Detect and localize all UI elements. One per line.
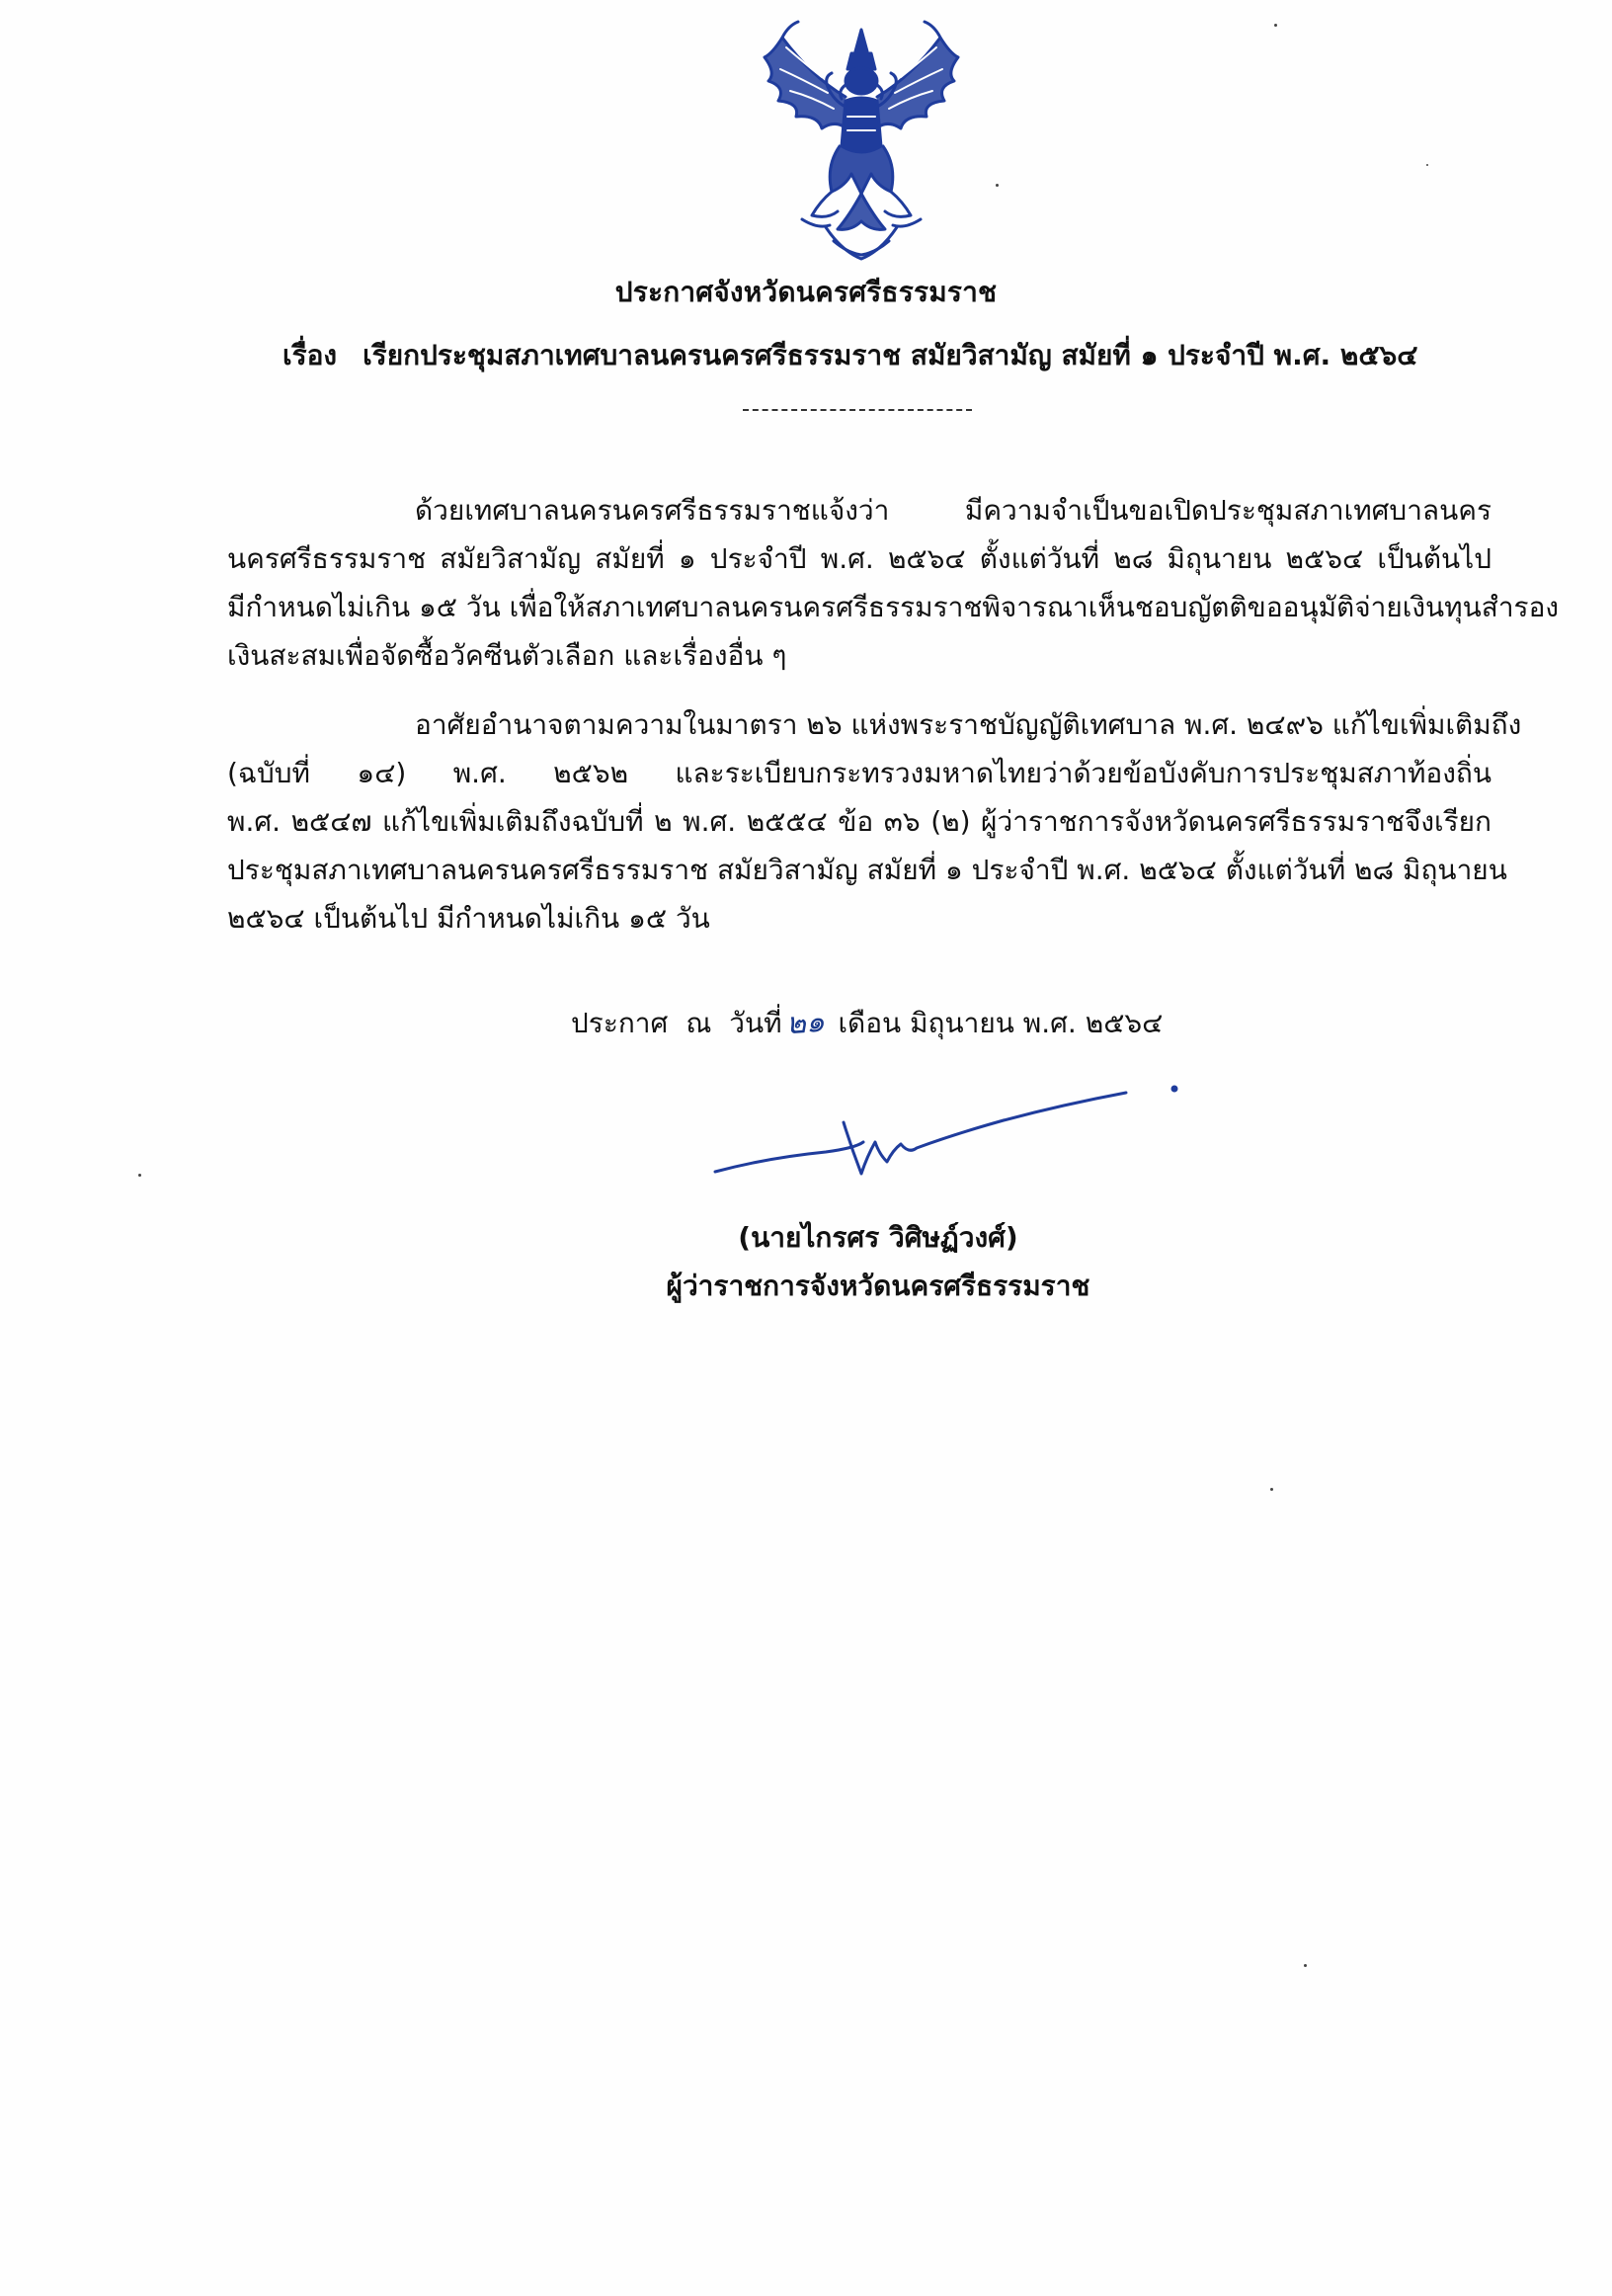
date-prefix: ประกาศ (571, 1007, 669, 1039)
date-at: ณ (685, 1007, 712, 1039)
scan-speck (138, 1174, 141, 1177)
subject-text: เรียกประชุมสภาเทศบาลนครนครศรีธรรมราช สมัยวิสามัญ สมัยที่ ๑ ประจำปี พ.ศ. ๒๕๖๔ (363, 339, 1418, 371)
body-paragraph-1 (227, 486, 1560, 680)
paragraph-line: อาศัยอำนาจตามความในมาตรา ๒๖ แห่งพระราชบัญญัติเทศบาล พ.ศ. ๒๔๙๖ แก้ไขเพิ่มเติมถึง (415, 708, 1522, 741)
paragraph-line: (ฉบับที่ ๑๔) พ.ศ. ๒๕๖๒ และระเบียบกระทรวงมหาดไทยว่าด้วยข้อบังคับการประชุมสภาท้องถิ่น (227, 757, 1491, 789)
garuda-emblem-icon (743, 18, 980, 265)
scan-speck (1304, 1964, 1307, 1967)
signer-title: ผู้ว่าราชการจังหวัดนครศรีธรรมราช (666, 1270, 1090, 1302)
announcement-title: ประกาศจังหวัดนครศรีธรรมราช (614, 276, 998, 308)
paragraph-line: มีกำหนดไม่เกิน ๑๕ วัน เพื่อให้สภาเทศบาลนครนครศรีธรรมราชพิจารณาเห็นชอบญัตติขออนุมัติจ่ายเงินทุนสำรอง (227, 591, 1560, 623)
paragraph-line: ประชุมสภาเทศบาลนครนครศรีธรรมราช สมัยวิสามัญ สมัยที่ ๑ ประจำปี พ.ศ. ๒๕๖๔ ตั้งแต่วันที่ ๒๘ มิถุนายน (227, 854, 1507, 886)
paragraph-line: พ.ศ. ๒๕๔๗ แก้ไขเพิ่มเติมถึงฉบับที่ ๒ พ.ศ. ๒๕๕๔ ข้อ ๓๖ (๒) ผู้ว่าราชการจังหวัดนครศรีธรรมราชจึงเรียก (227, 805, 1491, 838)
scan-speck (1270, 1488, 1273, 1491)
subject-label: เรื่อง (282, 339, 338, 371)
signer-name: (นายไกรศร วิศิษฏ์วงศ์) (738, 1221, 1018, 1254)
title-divider (743, 409, 972, 411)
handwritten-signature (707, 1079, 1181, 1197)
date-day-handwritten: ๒๑ (784, 1004, 826, 1042)
scan-speck (1274, 24, 1277, 27)
subject-line (282, 334, 1468, 377)
date-month-label: เดือน (838, 1007, 902, 1039)
paragraph-line: ๒๕๖๔ เป็นต้นไป มีกำหนดไม่เกิน ๑๕ วัน (227, 902, 710, 935)
paragraph-line: นครศรีธรรมราช สมัยวิสามัญ สมัยที่ ๑ ประจำปี พ.ศ. ๒๕๖๔ ตั้งแต่วันที่ ๒๘ มิถุนายน ๒๕๖๔ เป็นต้นไป (227, 542, 1491, 575)
announcement-date (571, 1000, 1163, 1046)
scan-speck (1426, 164, 1428, 166)
paragraph-line: เงินสะสมเพื่อจัดซื้อวัคซีนตัวเลือก และเรื่องอื่น ๆ (227, 639, 787, 672)
date-month-year: มิถุนายน พ.ศ. ๒๕๖๔ (910, 1007, 1164, 1039)
scan-speck (996, 184, 999, 187)
body-paragraph-2 (227, 700, 1522, 943)
date-day-label: วันที่ (729, 1007, 782, 1039)
paragraph-line: ด้วยเทศบาลนครนครศรีธรรมราชแจ้งว่า มีความจำเป็นขอเปิดประชุมสภาเทศบาลนคร (415, 494, 1491, 527)
